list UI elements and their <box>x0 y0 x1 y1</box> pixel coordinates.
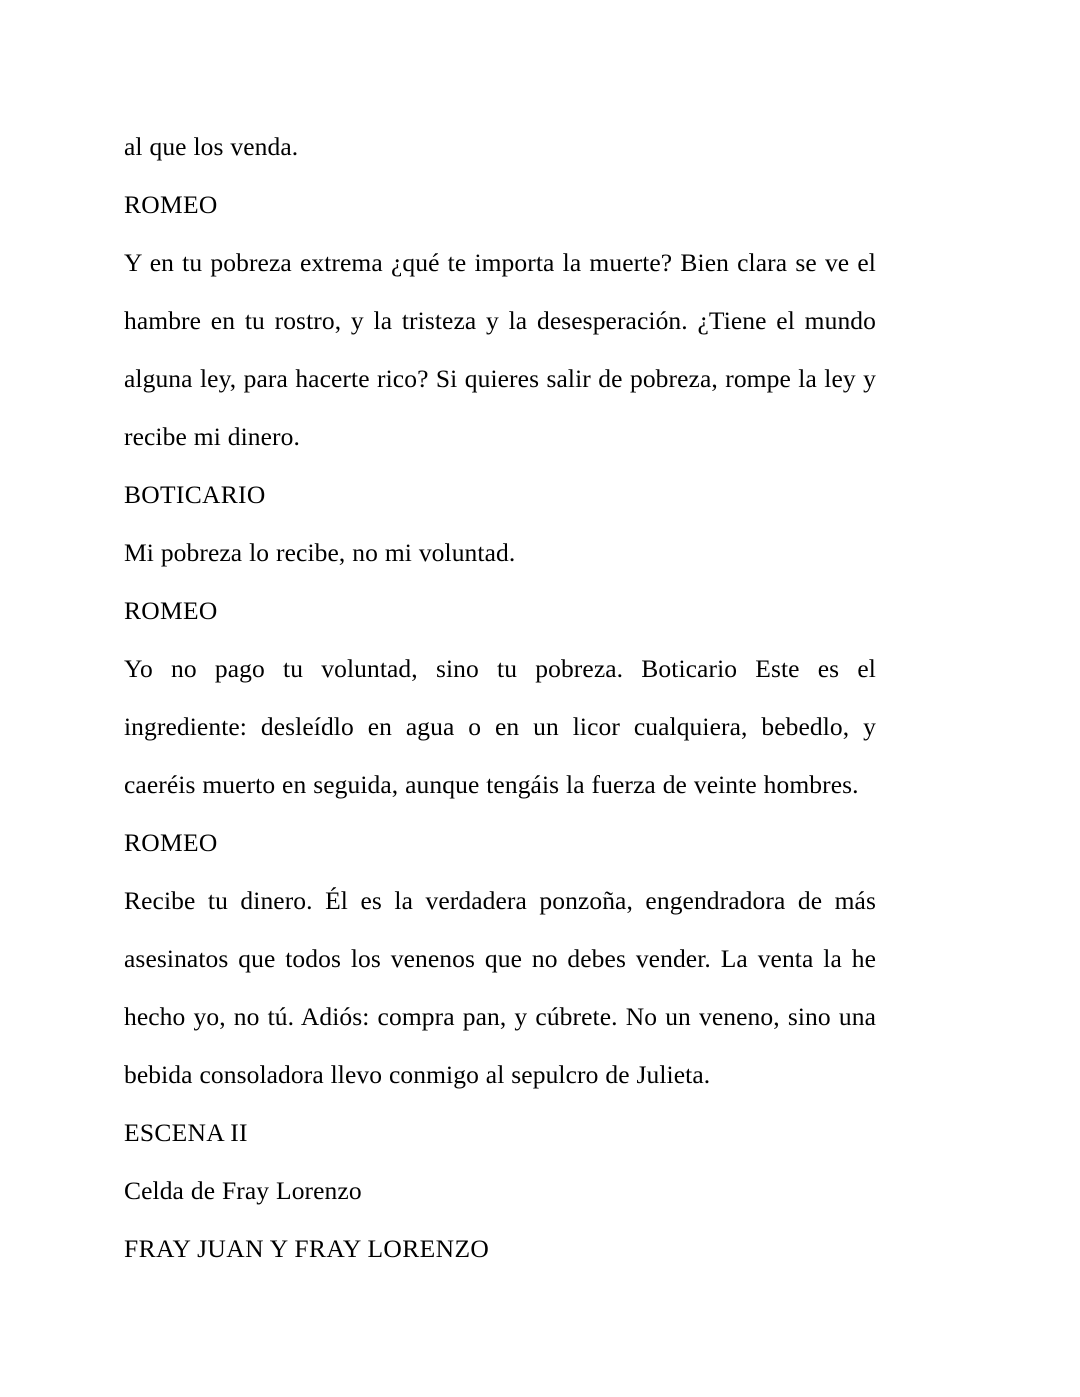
speaker-label-romeo-3: ROMEO <box>124 828 218 857</box>
document-body <box>124 118 876 1278</box>
paragraph-continuation: al que los venda. <box>124 132 299 161</box>
scene-heading: ESCENA II <box>124 1118 248 1147</box>
speaker-label-boticario-1: BOTICARIO <box>124 480 266 509</box>
speech-boticario-1: Mi pobreza lo recibe, no mi voluntad. <box>124 538 516 567</box>
speech-romeo-1: Y en tu pobreza extrema ¿qué te importa la muerte? Bien clara se ve el hambre en tu rostro, y la tristeza y la desesperación. ¿Tiene el mundo alguna ley, para hacerte rico? Si quieres salir de pobreza, rompe la ley y recibe mi dinero. <box>124 248 876 451</box>
speech-romeo-3: Recibe tu dinero. Él es la verdadera ponzoña, engendradora de más asesinatos que todos los venenos que no debes vender. La venta la he hecho yo, no tú. Adiós: compra pan, y cúbrete. No un veneno, sino una bebida consoladora llevo conmigo al sepulcro de Julieta. <box>124 886 876 1089</box>
scene-cast-list: FRAY JUAN Y FRAY LORENZO <box>124 1234 490 1263</box>
speaker-label-romeo-2: ROMEO <box>124 596 218 625</box>
speech-romeo-2: Yo no pago tu voluntad, sino tu pobreza. Boticario Este es el ingrediente: desleídlo en agua o en un licor cualquiera, bebedlo, y caeréis muerto en seguida, aunque tengáis la fuerza de veinte hombres. <box>124 654 876 799</box>
speaker-label-romeo-1: ROMEO <box>124 190 218 219</box>
scene-setting: Celda de Fray Lorenzo <box>124 1176 362 1205</box>
